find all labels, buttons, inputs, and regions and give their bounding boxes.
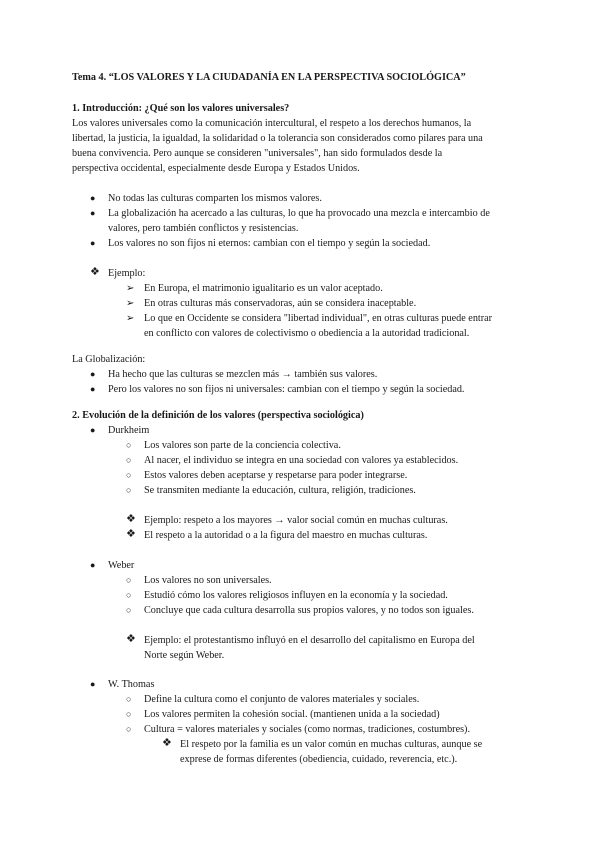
bullet-text: Pero los valores no son fijos ni universales: cambian con el tiempo y según la sociedad. [108,384,465,395]
circle-bullet-icon: ○ [126,590,132,600]
bullet-text-cont: valores, pero también conflictos y resistencias. [108,223,299,234]
diamond-bullet-icon: ❖ [126,513,136,525]
durkheim-example: Ejemplo: respeto a los mayores → valor social común en muchas culturas. [144,515,448,526]
diamond-bullet-icon: ❖ [126,633,136,645]
circle-bullet-icon: ○ [126,694,132,704]
diamond-bullet-icon: ❖ [126,528,136,540]
circle-bullet-icon: ○ [126,724,132,734]
circle-bullet-icon: ○ [126,605,132,615]
example-label: Ejemplo: [108,268,146,279]
durkheim-item: Los valores son parte de la conciencia colectiva. [144,440,341,451]
circle-bullet-icon: ○ [126,455,132,465]
intro-line-4: perspectiva occidental, especialmente desde Europa y Estados Unidos. [72,163,360,174]
intro-line-3: buena convivencia. Pero aunque se consideren "universales", han sido formulados desde la [72,148,443,159]
thomas-item: Define la cultura como el conjunto de valores materiales y sociales. [144,694,420,705]
bullet-dot-icon: ● [90,425,96,435]
circle-bullet-icon: ○ [126,440,132,450]
example-item-cont: en conflicto con valores de colectivismo o obediencia a la autoridad tradicional. [144,328,470,339]
weber-example: Ejemplo: el protestantismo influyó en el desarrollo del capitalismo en Europa del [144,635,475,646]
arrow-bullet-icon: ➢ [126,313,135,324]
bullet-dot-icon: ● [90,208,96,218]
circle-bullet-icon: ○ [126,470,132,480]
arrow-bullet-icon: ➢ [126,283,135,294]
bullet-dot-icon: ● [90,369,96,379]
section-1-heading: 1. Introducción: ¿Qué son los valores universales? [72,103,290,114]
arrow-bullet-icon: ➢ [126,298,135,309]
bullet-text: No todas las culturas comparten los mismos valores. [108,193,322,204]
diamond-bullet-icon: ❖ [90,266,100,278]
thomas-item: Cultura = valores materiales y sociales (como normas, tradiciones, costumbres). [144,724,470,735]
author-weber: Weber [108,560,135,571]
bullet-dot-icon: ● [90,384,96,394]
durkheim-item: Se transmiten mediante la educación, cultura, religión, tradiciones. [144,485,416,496]
author-thomas: W. Thomas [108,679,155,690]
circle-bullet-icon: ○ [126,709,132,719]
thomas-item: Los valores permiten la cohesión social. (mantienen unida a la sociedad) [144,709,440,720]
bullet-dot-icon: ● [90,560,96,570]
bullet-text: Ha hecho que las culturas se mezclen más → también sus valores. [108,369,378,380]
bullet-dot-icon: ● [90,679,96,689]
circle-bullet-icon: ○ [126,575,132,585]
bullet-text: La globalización ha acercado a las culturas, lo que ha provocado una mezcla e intercambio de [108,208,490,219]
example-item: Lo que en Occidente se considera "libertad individual", en otras culturas puede entrar [144,313,493,324]
author-durkheim: Durkheim [108,425,150,436]
circle-bullet-icon: ○ [126,485,132,495]
durkheim-item: Al nacer, el individuo se integra en una sociedad con valores ya establecidos. [144,455,459,466]
example-item: En otras culturas más conservadoras, aún se considera inaceptable. [144,298,417,309]
bullet-text: Los valores no son fijos ni eternos: cambian con el tiempo y según la sociedad. [108,238,431,249]
globalization-label: La Globalización: [72,354,146,365]
document-title: Tema 4. “LOS VALORES Y LA CIUDADANÍA EN LA PERSPECTIVA SOCIOLÓGICA” [72,72,466,83]
section-2-heading: 2. Evolución de la definición de los valores (perspectiva sociológica) [72,410,364,421]
thomas-sub-item: El respeto por la familia es un valor común en muchas culturas, aunque se [180,739,483,750]
bullet-dot-icon: ● [90,238,96,248]
bullet-dot-icon: ● [90,193,96,203]
intro-line-2: libertad, la justicia, la igualdad, la solidaridad o la tolerancia son considerados como pilares para una [72,133,483,144]
durkheim-example: El respeto a la autoridad o a la figura del maestro en muchas culturas. [144,530,428,541]
example-item: En Europa, el matrimonio igualitario es un valor aceptado. [144,283,383,294]
weber-example-cont: Norte según Weber. [144,650,225,661]
weber-item: Concluye que cada cultura desarrolla sus propios valores, y no todos son iguales. [144,605,474,616]
weber-item: Estudió cómo los valores religiosos influyen en la economía y la sociedad. [144,590,448,601]
intro-line-1: Los valores universales como la comunicación intercultural, el respeto a los derechos humanos, la [72,118,472,129]
durkheim-item: Estos valores deben aceptarse y respetarse para poder integrarse. [144,470,408,481]
diamond-bullet-icon: ❖ [162,737,172,749]
weber-item: Los valores no son universales. [144,575,272,586]
thomas-sub-item-cont: exprese de formas diferentes (obediencia, cuidado, reverencia, etc.). [180,754,458,765]
